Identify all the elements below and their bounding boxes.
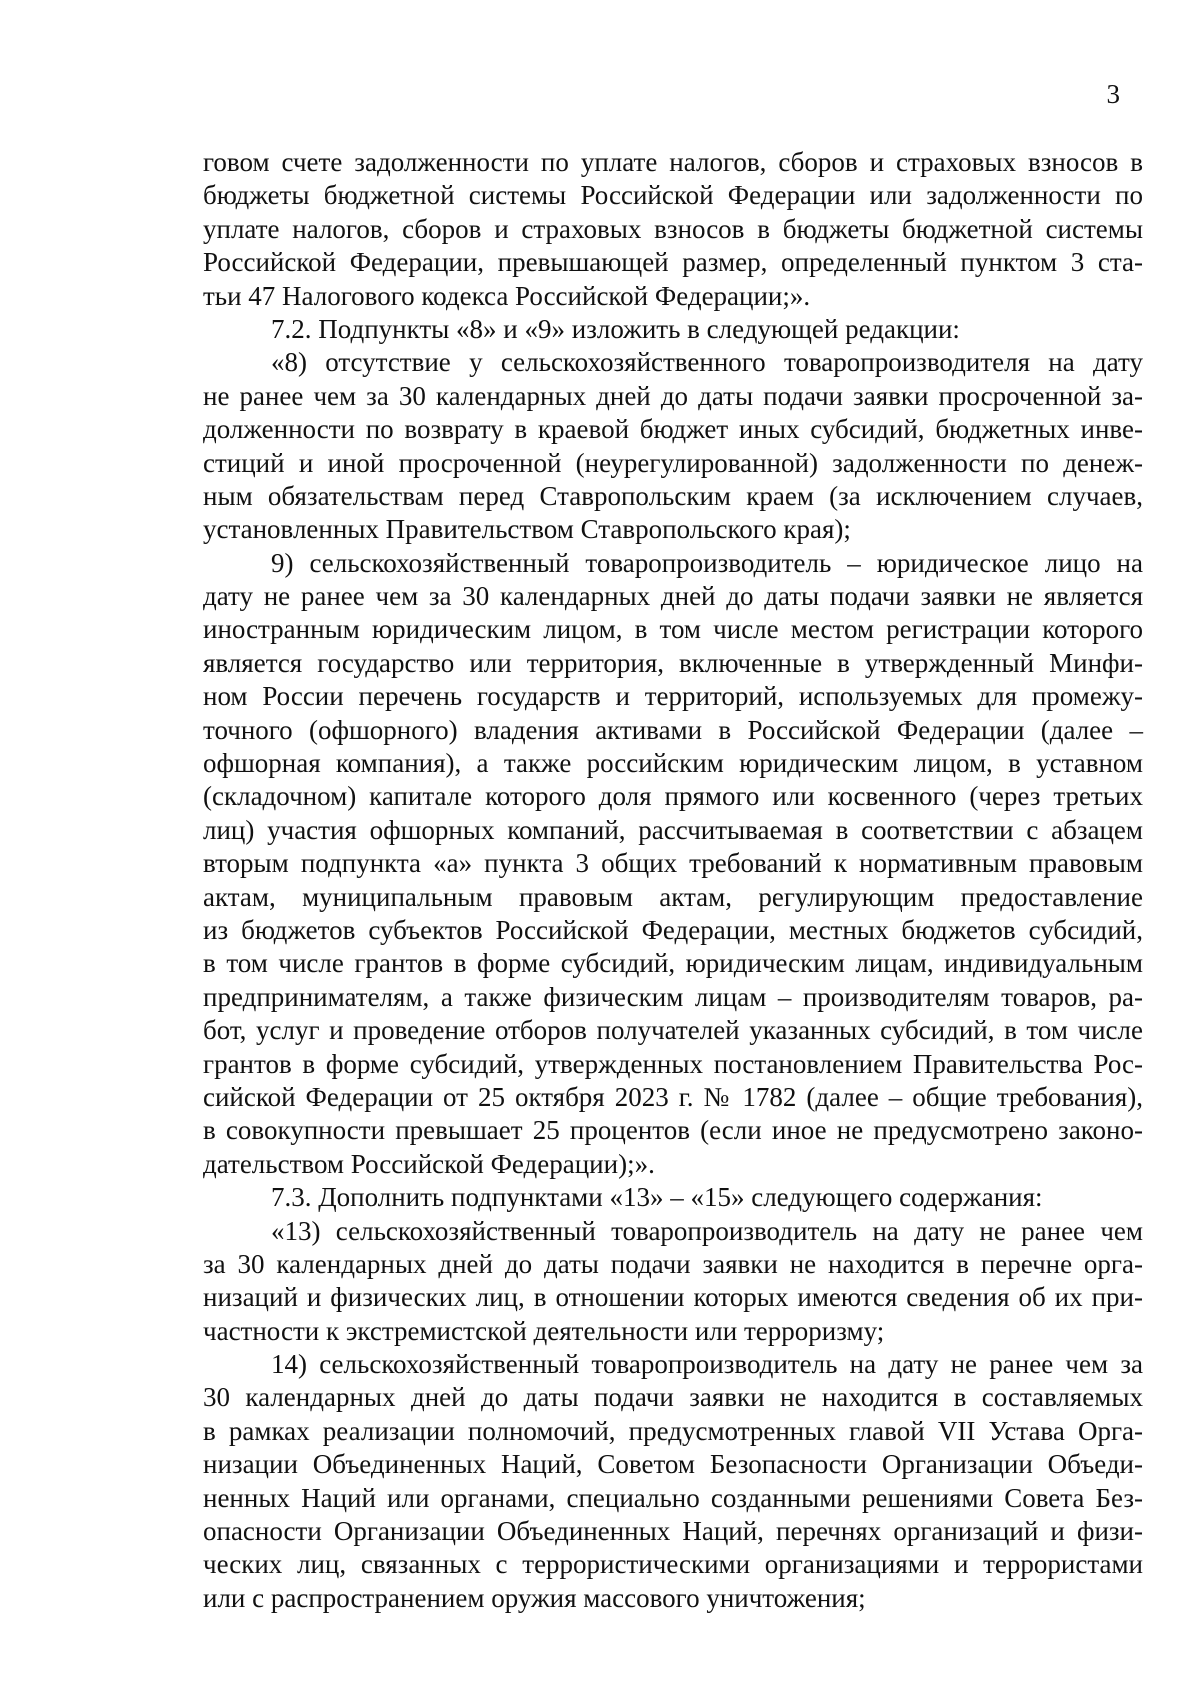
text-line: частности к экстремистской деятельности или терроризму; <box>203 1315 885 1346</box>
text-line: установленных Правительством Ставропольского края); <box>203 514 851 545</box>
text-line: является государство или территория, включенные в утвержденный Минфи- <box>203 647 1143 678</box>
text-line: за 30 календарных дней до даты подачи заявки не находится в перечне орга- <box>203 1248 1143 1279</box>
text-line: 14) сельскохозяйственный товаропроизводитель на дату не ранее чем за <box>271 1349 1143 1380</box>
text-line: долженности по возврату в краевой бюджет иных субсидий, бюджетных инве- <box>203 414 1143 445</box>
text-line: иностранным юридическим лицом, в том числе местом регистрации которого <box>203 614 1143 645</box>
text-line: бот, услуг и проведение отборов получателей указанных субсидий, в том числе <box>203 1015 1143 1046</box>
text-line: дату не ранее чем за 30 календарных дней до даты подачи заявки не является <box>203 581 1143 612</box>
text-line: ненных Наций или органами, специально созданными решениями Совета Без- <box>203 1482 1143 1513</box>
text-line: «8) отсутствие у сельскохозяйственного товаропроизводителя на дату <box>271 347 1143 378</box>
text-line: не ранее чем за 30 календарных дней до даты подачи заявки просроченной за- <box>203 380 1143 411</box>
text-line: 30 календарных дней до даты подачи заявки не находится в составляемых <box>203 1382 1143 1413</box>
text-line: «13) сельскохозяйственный товаропроизводитель на дату не ранее чем <box>271 1215 1143 1246</box>
text-line: сийской Федерации от 25 октября 2023 г. № 1782 (далее – общие требования), <box>203 1081 1143 1112</box>
text-line: дательством Российской Федерации);». <box>203 1148 655 1179</box>
text-line: стиций и иной просроченной (неурегулированной) задолженности по денеж- <box>203 447 1143 478</box>
text-line: низаций и физических лиц, в отношении которых имеются сведения об их при- <box>203 1282 1143 1313</box>
page-number: 3 <box>1106 79 1120 109</box>
text-line: Российской Федерации, превышающей размер, определенный пунктом 3 ста- <box>203 247 1143 278</box>
text-line: грантов в форме субсидий, утвержденных постановлением Правительства Рос- <box>203 1048 1143 1079</box>
text-line: ным обязательствам перед Ставропольским краем (за исключением случаев, <box>203 480 1143 511</box>
text-line: уплате налогов, сборов и страховых взносов в бюджеты бюджетной системы <box>203 213 1143 244</box>
document-body <box>203 146 1143 1615</box>
text-line: низации Объединенных Наций, Советом Безопасности Организации Объеди- <box>203 1449 1143 1480</box>
text-line: говом счете задолженности по уплате налогов, сборов и страховых взносов в <box>203 147 1143 177</box>
text-line: тьи 47 Налогового кодекса Российской Федерации;». <box>203 280 811 311</box>
text-line: (складочном) капитале которого доля прямого или косвенного (через третьих <box>203 781 1143 812</box>
text-line: в рамках реализации полномочий, предусмотренных главой VII Устава Орга- <box>203 1415 1143 1446</box>
text-line: 9) сельскохозяйственный товаропроизводитель – юридическое лицо на <box>271 547 1143 578</box>
text-line: 7.3. Дополнить подпунктами «13» – «15» следующего содержания: <box>271 1182 1043 1213</box>
text-line: из бюджетов субъектов Российской Федерации, местных бюджетов субсидий, <box>203 914 1143 945</box>
text-line: вторым подпункта «а» пункта 3 общих требований к нормативным правовым <box>203 848 1143 879</box>
text-line: 7.2. Подпункты «8» и «9» изложить в следующей редакции: <box>271 313 960 344</box>
text-line: бюджеты бюджетной системы Российской Федерации или задолженности по <box>203 180 1143 211</box>
text-line: ном России перечень государств и территорий, используемых для промежу- <box>203 681 1143 712</box>
text-line: актам, муниципальным правовым актам, регулирующим предоставление <box>203 881 1143 912</box>
text-line: или с распространением оружия массового уничтожения; <box>203 1582 866 1613</box>
text-line: опасности Организации Объединенных Наций, перечнях организаций и физи- <box>203 1516 1143 1547</box>
text-line: точного (офшорного) владения активами в Российской Федерации (далее – <box>203 714 1143 745</box>
text-line: лиц) участия офшорных компаний, рассчитываемая в соответствии с абзацем <box>203 814 1143 845</box>
text-line: в совокупности превышает 25 процентов (если иное не предусмотрено законо- <box>203 1115 1143 1146</box>
text-line: офшорная компания), а также российским юридическим лицом, в уставном <box>203 748 1143 779</box>
text-line: в том числе грантов в форме субсидий, юридическим лицам, индивидуальным <box>203 948 1143 979</box>
text-line: предпринимателям, а также физическим лицам – производителям товаров, ра- <box>203 981 1143 1012</box>
text-line: ческих лиц, связанных с террористическими организациями и террористами <box>203 1549 1143 1580</box>
